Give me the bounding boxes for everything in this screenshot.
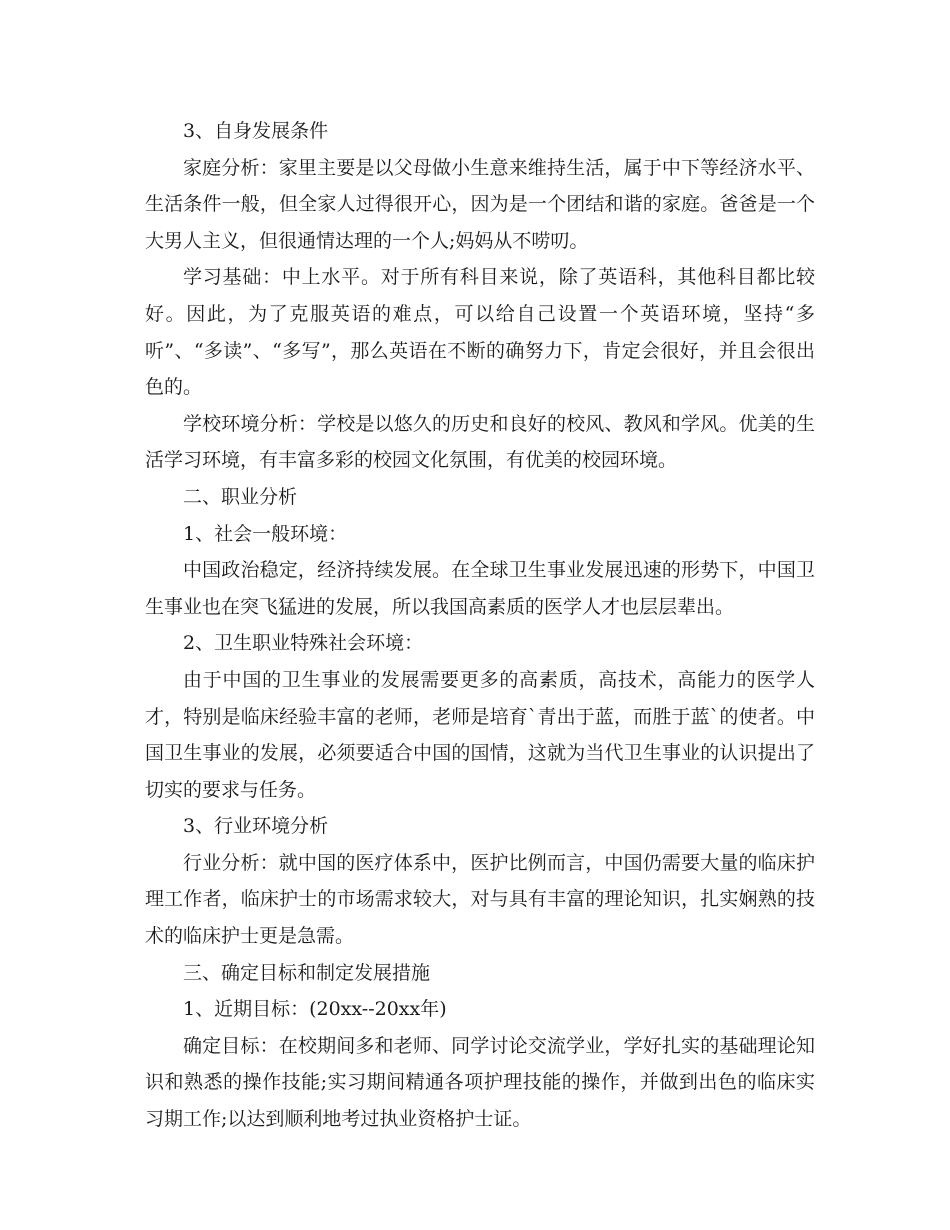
paragraph-school-environment: 学校环境分析：学校是以悠久的历史和良好的校风、教风和学风。优美的生活学习环境，有丰富多彩的校园文化氛围，有优美的校园环境。 bbox=[145, 412, 815, 472]
paragraph-social-environment: 中国政治稳定，经济持续发展。在全球卫生事业发展迅速的形势下，中国卫生事业也在突飞猛进的发展，所以我国高素质的医学人才也层层辈出。 bbox=[145, 559, 815, 618]
paragraph-goal-definition: 确定目标：在校期间多和老师、同学讨论交流学业，学好扎实的基础理论知识和熟悉的操作技能;实习期间精通各项护理技能的操作，并做到出色的临床实习期工作;以达到顺利地考过执业资格护士证。 bbox=[145, 1034, 815, 1131]
subheading-short-term-goal: 1、近期目标：(20xx--20xx年) bbox=[183, 998, 447, 1021]
paragraph-health-profession-environment: 由于中国的卫生事业的发展需要更多的高素质，高技术，高能力的医学人才，特别是临床经验丰富的老师，老师是培育`青出于蓝，而胜于蓝`的使者。中国卫生事业的发展，必须要适合中国的国情，这就为当代卫生事业的认识提出了切实的要求与任务。 bbox=[145, 668, 815, 801]
paragraph-family-analysis: 家庭分析：家里主要是以父母做小生意来维持生活，属于中下等经济水平、生活条件一般，但全家人过得很开心，因为是一个团结和谐的家庭。爸爸是一个大男人主义，但很通情达理的一个人;妈妈从不唠叨。 bbox=[145, 156, 815, 252]
paragraph-study-foundation: 学习基础：中上水平。对于所有科目来说，除了英语科，其他科目都比较好。因此，为了克服英语的难点，可以给自己设置一个英语环境，坚持“多听”、“多读”、“多写”，那么英语在不断的确努力下，肯定会很好，并且会很出色的。 bbox=[145, 266, 815, 399]
subheading-social-environment: 1、社会一般环境： bbox=[183, 522, 348, 545]
section-heading-self-development: 3、自身发展条件 bbox=[183, 120, 329, 142]
section-heading-goals-measures: 三、确定目标和制定发展措施 bbox=[183, 961, 431, 984]
document-page bbox=[145, 113, 815, 1138]
paragraph-industry-analysis: 行业分析：就中国的医疗体系中，医护比例而言，中国仍需要大量的临床护理工作者，临床护士的市场需求较大，对与具有丰富的理论知识，扎实娴熟的技术的临床护士更是急需。 bbox=[145, 851, 815, 948]
subheading-industry-environment: 3、行业环境分析 bbox=[183, 815, 329, 838]
section-heading-career-analysis: 二、职业分析 bbox=[183, 485, 298, 508]
subheading-health-profession-environment: 2、卫生职业特殊社会环境： bbox=[183, 632, 424, 655]
